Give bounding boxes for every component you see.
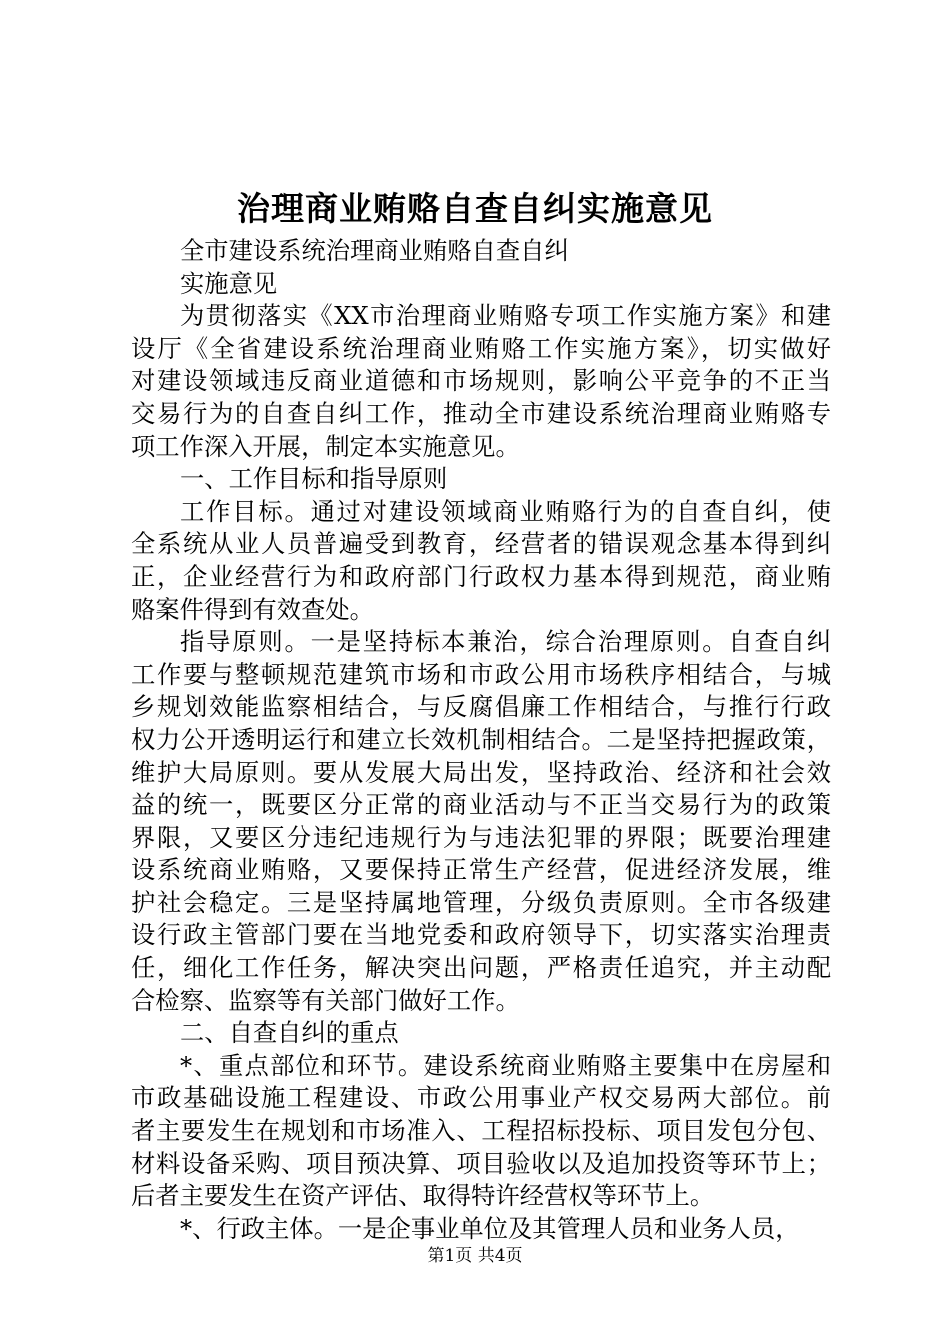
- subtitle-line: 实施意见: [180, 268, 278, 298]
- paragraph-line: 二、自查自纠的重点: [180, 1018, 399, 1048]
- paragraph-line: 后者主要发生在资产评估、取得特许经营权等环节上。: [131, 1181, 715, 1211]
- page-title: 治理商业贿赂自查自纠实施意见: [237, 189, 713, 228]
- paragraph-line: *、重点部位和环节。建设系统商业贿赂主要集中在房屋和: [180, 1050, 831, 1080]
- paragraph-line: 正，企业经营行为和政府部门行政权力基本得到规范，商业贿: [131, 561, 831, 591]
- paragraph-line: 市政基础设施工程建设、市政公用事业产权交易两大部位。前: [131, 1083, 831, 1113]
- paragraph-line: 项工作深入开展，制定本实施意见。: [131, 431, 520, 461]
- paragraph-line: 乡规划效能监察相结合，与反腐倡廉工作相结合，与推行行政: [131, 692, 831, 722]
- paragraph-line: 益的统一，既要区分正常的商业活动与不正当交易行为的政策: [131, 790, 831, 820]
- paragraph-line: 设厅《全省建设系统治理商业贿赂工作实施方案》，切实做好: [131, 333, 831, 363]
- paragraph-line: 设行政主管部门要在当地党委和政府领导下，切实落实治理责: [131, 920, 831, 950]
- paragraph-line: 交易行为的自查自纠工作，推动全市建设系统治理商业贿赂专: [131, 398, 831, 428]
- paragraph-line: 材料设备采购、项目预决算、项目验收以及追加投资等环节上；: [131, 1148, 831, 1178]
- paragraph-line: 设系统商业贿赂，又要保持正常生产经营，促进经济发展，维: [131, 855, 831, 885]
- paragraph-line: 界限，又要区分违纪违规行为与违法犯罪的界限；既要治理建: [131, 822, 831, 852]
- paragraph-line: 任，细化工作任务，解决突出问题，严格责任追究，并主动配: [131, 953, 831, 983]
- paragraph-line: 合检察、监察等有关部门做好工作。: [131, 985, 520, 1015]
- paragraph-line: 指导原则。一是坚持标本兼治，综合治理原则。自查自纠: [180, 627, 831, 657]
- paragraph-line: 一、工作目标和指导原则: [180, 464, 448, 494]
- paragraph-line: 工作目标。通过对建设领域商业贿赂行为的自查自纠，使: [180, 496, 831, 526]
- subtitle-line: 全市建设系统治理商业贿赂自查自纠: [180, 236, 569, 265]
- paragraph-line: 护社会稳定。三是坚持属地管理，分级负责原则。全市各级建: [131, 887, 831, 917]
- paragraph-line: 全系统从业人员普遍受到教育，经营者的错误观念基本得到纠: [131, 529, 831, 559]
- document-body: [131, 235, 831, 1245]
- paragraph-line: 者主要发生在规划和市场准入、工程招标投标、项目发包分包、: [131, 1116, 831, 1146]
- paragraph-line: 维护大局原则。要从发展大局出发，坚持政治、经济和社会效: [131, 757, 831, 787]
- page-footer: 第1页 共4页: [427, 1246, 523, 1266]
- paragraph-line: 对建设领域违反商业道德和市场规则，影响公平竞争的不正当: [131, 366, 831, 396]
- paragraph-line: 赂案件得到有效查处。: [131, 594, 374, 624]
- paragraph-line: 工作要与整顿规范建筑市场和市政公用市场秩序相结合，与城: [131, 659, 831, 689]
- paragraph-line: *、行政主体。一是企事业单位及其管理人员和业务人员，: [180, 1213, 800, 1243]
- paragraph-line: 权力公开透明运行和建立长效机制相结合。二是坚持把握政策，: [131, 724, 831, 754]
- paragraph-line: 为贯彻落实《XX市治理商业贿赂专项工作实施方案》和建: [180, 301, 831, 331]
